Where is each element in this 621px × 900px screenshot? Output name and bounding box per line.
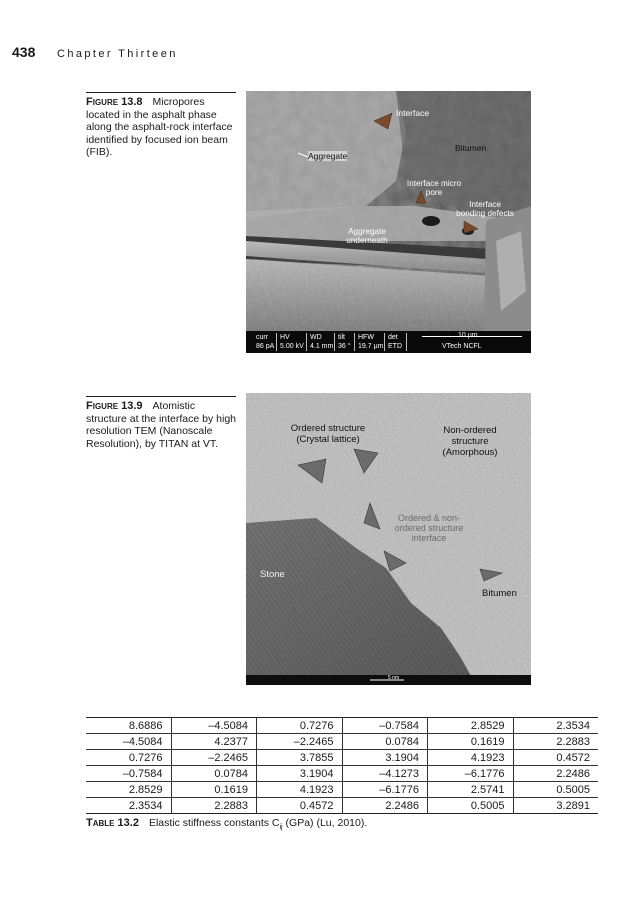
table-row [86,718,598,734]
table-cell: 3.2891 [513,798,598,814]
table-13-2-caption-post: (GPa) (Lu, 2010). [282,817,368,829]
sem-label-bitumen: Bitumen [455,143,487,153]
sem-label-interface: Interface [396,108,430,118]
info-det-header: det [388,334,398,341]
sem-label-micropore-line1: Interface micro [406,179,462,188]
table-13-2-caption-sub: ij [279,824,283,832]
info-hfw [358,333,383,351]
table-cell: –0.7584 [86,766,171,782]
sem-label-micropore [399,179,469,197]
table-cell: 0.7276 [257,718,343,734]
sem-label-bonding [450,200,520,218]
sem-credit: VTech NCFL [442,343,482,350]
table-cell: 2.8529 [86,782,171,798]
tem-label-mixed-line3: interface [411,533,447,543]
tem-scale-label: 5 nm [388,675,400,681]
info-hv [280,333,304,351]
table-row [86,734,598,750]
info-hfw-header: HFW [358,334,374,341]
table-cell: 3.7855 [257,750,343,766]
figure-13-9-caption [86,396,236,450]
table-cell: –4.5084 [86,734,171,750]
chapter-title: Chapter Thirteen [56,48,178,60]
sem-label-bonding-line1: Interface [469,200,501,209]
table-cell: 2.3534 [513,718,598,734]
sem-micrograph [246,91,531,353]
table-row [86,750,598,766]
table-cell: 8.6886 [86,718,171,734]
table-cell: 2.2486 [513,766,598,782]
table-13-2-label: Table 13.2 [86,817,139,829]
tem-label-ordered [280,423,376,445]
info-curr [256,333,274,351]
table-cell: 0.7276 [86,750,171,766]
figure-13-9-label: Figure 13.9 [86,400,143,412]
table-cell: 0.1619 [428,734,514,750]
table-cell: 0.5005 [428,798,514,814]
info-hfw-value: 19.7 μm [358,343,384,350]
info-hv-header: HV [280,334,290,341]
figure-13-8-caption-text: Micropores located in the asphalt phase along the asphalt-rock interface identified by focused ion beam (FIB). [86,96,233,159]
table-cell: –6.1776 [428,766,514,782]
tem-label-nonordered-line3: (Amorphous) [442,447,498,458]
table-row [86,766,598,782]
table-cell: 2.2486 [342,798,428,814]
table-cell: 2.5741 [428,782,514,798]
table-cell: –2.2465 [171,750,257,766]
table-13-2-caption-pre: Elastic stiffness constants C [148,817,280,829]
sem-image [246,91,531,353]
info-tilt-value: 36 ° [338,343,351,350]
stiffness-table [86,717,598,814]
table-cell: –0.7584 [342,718,428,734]
tem-label-mixed-line2: ordered structure [394,523,464,533]
tem-label-nonordered [430,425,510,458]
tem-label-mixed [384,513,474,543]
figure-13-9-caption-text: Atomistic structure at the interface by high resolution TEM (Nanoscale Resolution), by TITAN at VT. [86,400,236,450]
figure-13-8-caption [86,92,236,159]
info-wd-header: WD [310,334,322,341]
tem-label-bitumen: Bitumen [482,588,517,599]
info-det [388,333,402,351]
sem-label-bonding-line2: bonding defects [456,209,514,218]
table-row [86,782,598,798]
table-cell: 0.0784 [171,766,257,782]
table-cell: –2.2465 [257,734,343,750]
table-cell: 0.4572 [513,750,598,766]
table-cell: –4.1273 [342,766,428,782]
table-row [86,798,598,814]
table-cell: –4.5084 [171,718,257,734]
info-det-value: ETD [388,343,402,350]
table-cell: 3.1904 [257,766,343,782]
sem-label-micropore-line2: pore [425,188,443,197]
table-cell: 0.4572 [257,798,343,814]
figure-13-8-label: Figure 13.8 [86,96,143,108]
running-header [12,44,178,60]
tem-label-stone: Stone [260,569,285,580]
info-curr-header: curr [256,334,269,341]
sem-label-aggregate: Aggregate [308,151,348,161]
info-curr-value: 86 pA [256,343,275,350]
table-cell: –6.1776 [342,782,428,798]
sem-info-bar [246,331,531,353]
table-cell: 0.1619 [171,782,257,798]
table-cell: 4.2377 [171,734,257,750]
table-cell: 2.8529 [428,718,514,734]
tem-label-ordered-line1: Ordered structure [290,423,366,434]
table-cell: 2.2883 [513,734,598,750]
table-cell: 4.1923 [428,750,514,766]
sem-label-underneath-line1: Aggregate [348,227,386,236]
info-hv-value: 5.00 kV [280,343,304,350]
table-cell: 2.2883 [171,798,257,814]
sem-scale-label: 10 μm [458,332,478,339]
sem-label-underneath [342,227,392,245]
info-wd [310,333,333,351]
info-wd-value: 4.1 mm [310,343,334,350]
tem-label-nonordered-line1: Non-ordered [443,425,497,436]
info-tilt [338,333,351,351]
tem-label-mixed-line1: Ordered & non- [397,513,461,523]
table-cell: 4.1923 [257,782,343,798]
info-tilt-header: tilt [338,334,345,341]
page-number: 438 [12,44,36,60]
table-cell: 3.1904 [342,750,428,766]
tem-label-nonordered-line2: structure [451,436,489,447]
table-cell: 0.5005 [513,782,598,798]
sem-label-underneath-line2: underneath [346,236,388,245]
tem-image [246,393,531,685]
tem-label-ordered-line2: (Crystal lattice) [296,434,360,445]
table-cell: 0.0784 [342,734,428,750]
table-cell: 2.3534 [86,798,171,814]
table-13-2-caption [86,817,367,831]
